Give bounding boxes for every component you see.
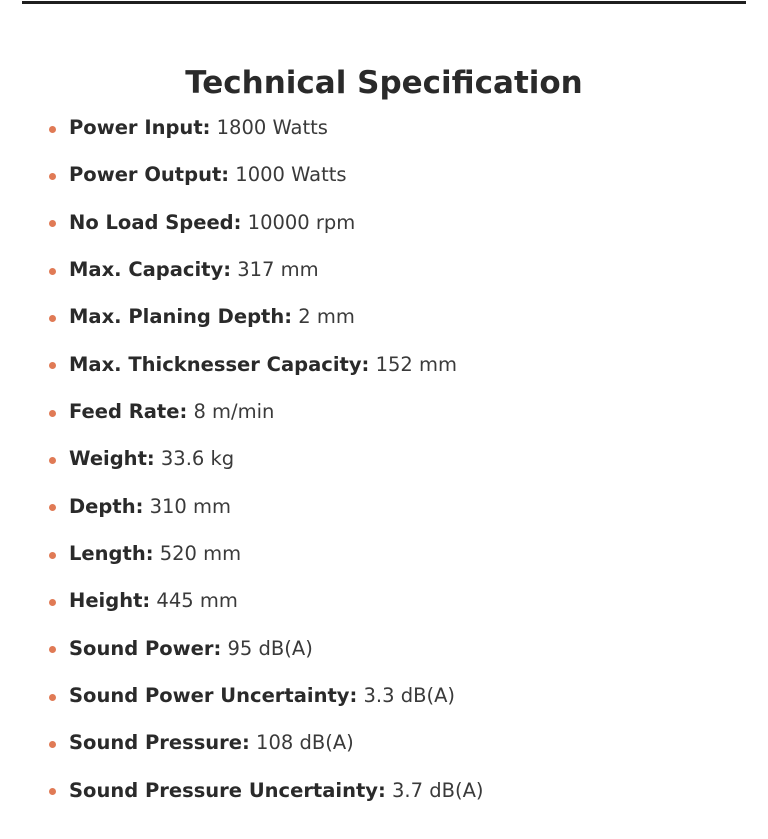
- spec-item-length: [0, 530, 768, 577]
- spec-item-power-output: [0, 151, 768, 198]
- spec-item-max-capacity: [0, 246, 768, 293]
- spec-label: Max. Planing Depth:: [69, 305, 293, 329]
- spec-label: Power Input:: [69, 116, 211, 139]
- spec-value: 445 mm: [156, 589, 238, 613]
- spec-label: Weight:: [69, 447, 155, 471]
- bullet-icon: [49, 268, 56, 275]
- spec-value: 8 m/min: [193, 400, 275, 424]
- bullet-icon: [49, 315, 56, 322]
- spec-item-sound-pressure: [0, 719, 768, 766]
- spec-list: [0, 104, 768, 814]
- spec-label: Max. Thicknesser Capacity:: [69, 352, 370, 376]
- spec-value: 152 mm: [375, 352, 457, 376]
- spec-value: 310 mm: [149, 494, 231, 518]
- spec-item-sound-pressure-uncertainty: [0, 767, 768, 814]
- spec-value: 2 mm: [298, 305, 355, 329]
- bullet-icon: [49, 646, 56, 653]
- bullet-icon: [49, 457, 56, 464]
- spec-label: Sound Pressure:: [69, 731, 250, 755]
- spec-value: 10000 rpm: [247, 210, 356, 234]
- spec-item-sound-power: [0, 625, 768, 672]
- spec-label: Length:: [69, 542, 154, 566]
- bullet-icon: [49, 741, 56, 748]
- bullet-icon: [49, 694, 56, 701]
- spec-value: 95 dB(A): [227, 636, 313, 660]
- spec-value: 3.3 dB(A): [363, 684, 456, 708]
- spec-label: No Load Speed:: [69, 210, 242, 234]
- spec-item-depth: [0, 483, 768, 530]
- spec-value: 1000 Watts: [235, 163, 347, 187]
- spec-item-weight: [0, 435, 768, 482]
- spec-label: Feed Rate:: [69, 400, 188, 424]
- bullet-icon: [49, 599, 56, 606]
- bullet-icon: [49, 788, 56, 795]
- bullet-icon: [49, 362, 56, 369]
- spec-item-power-input: [0, 104, 768, 151]
- spec-value: 33.6 kg: [160, 447, 235, 471]
- spec-item-no-load-speed: [0, 199, 768, 246]
- bullet-icon: [49, 552, 56, 559]
- spec-item-sound-power-uncertainty: [0, 672, 768, 719]
- spec-value: 317 mm: [237, 258, 319, 282]
- spec-label: Depth:: [69, 494, 144, 518]
- spec-value: 108 dB(A): [256, 731, 354, 755]
- spec-label: Power Output:: [69, 163, 230, 187]
- bullet-icon: [49, 220, 56, 227]
- bullet-icon: [49, 173, 56, 180]
- spec-value: 1800 Watts: [216, 116, 328, 139]
- spec-label: Height:: [69, 589, 151, 613]
- spec-label: Sound Power Uncertainty:: [69, 684, 358, 708]
- bullet-icon: [49, 126, 56, 133]
- spec-value: 3.7 dB(A): [392, 778, 484, 802]
- spec-label: Sound Pressure Uncertainty:: [69, 778, 386, 802]
- spec-item-max-planing-depth: [0, 293, 768, 340]
- top-divider: [22, 1, 746, 4]
- bullet-icon: [49, 410, 56, 417]
- spec-label: Max. Capacity:: [69, 258, 231, 282]
- spec-item-feed-rate: [0, 388, 768, 435]
- page-title: Technical Specification: [185, 64, 583, 101]
- spec-label: Sound Power:: [69, 636, 222, 660]
- spec-value: 520 mm: [159, 542, 242, 566]
- bullet-icon: [49, 504, 56, 511]
- spec-item-height: [0, 577, 768, 624]
- spec-item-max-thicknesser-capacity: [0, 341, 768, 388]
